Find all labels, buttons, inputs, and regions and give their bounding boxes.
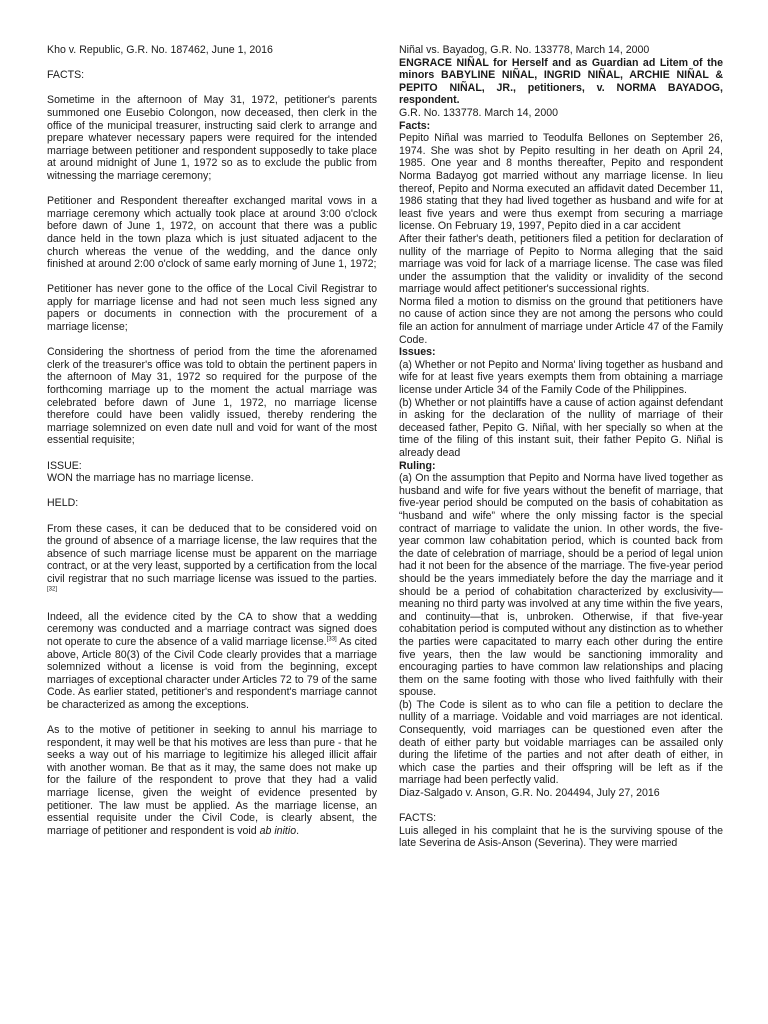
case-title-kho: Kho v. Republic, G.R. No. 187462, June 1, 2016 bbox=[47, 44, 273, 56]
case-caption: ENGRACE NIÑAL for Herself and as Guardian ad Litem of the minors BABYLINE NIÑAL, INGRID NIÑAL, ARCHIE NIÑAL & PEPITO NIÑAL, JR., petitioners, v. NORMA BAYADOG, respondent. bbox=[399, 56, 723, 107]
right-column bbox=[399, 44, 723, 850]
ninal-facts-1: Pepito Niñal was married to Teodulfa Bellones on September 26, 1974. She was shot by Pepito resulting in her death on April 24, 1985. One year and 8 months thereafter, Pepito and respondent Norma Badayog got married without any marriage license. In lieu thereof, Pepito and Norma executed an affidavit dated December 11, 1986 stating that they had lived together as husband and wife for at least five years and were thus exempt from securing a marriage license. On February 19, 1997, Pepito died in a car accident bbox=[399, 132, 723, 233]
issues-heading: Issues: bbox=[399, 346, 436, 359]
facts-paragraph-1: Sometime in the afternoon of May 31, 1972, petitioner's parents summoned one Eusebio Colongon, now deceased, then clerk in the office of the municipal treasurer, instructing said clerk to arrange and prepare whatever necessary papers were required for the intended marriage between petitioner and respondent supposedly to take place at around midnight of June 1, 1972 so as to exclude the public from witnessing the marriage ceremony; bbox=[47, 94, 377, 182]
footnote-ref-33: [33] bbox=[326, 636, 337, 643]
facts-paragraph-2: Petitioner and Respondent thereafter exchanged marital vows in a marriage ceremony which actually took place at around 3:00 o'clock before dawn of June 1, 1972, on account that there was a public dance held in the town plaza which is just situated adjacent to the church whereas the venue of the wedding, and the dance only finished at around 2:00 o'clock of same early morning of June 1, 1972; bbox=[47, 195, 377, 271]
facts-paragraph-3: Petitioner has never gone to the office of the Local Civil Registrar to apply for marriage license and had not seen much less signed any papers or documents in connection with the procurement of a marriage license; bbox=[47, 283, 377, 334]
latin-phrase: ab initio bbox=[259, 824, 297, 837]
footnote-ref-32: [32] bbox=[47, 586, 58, 592]
held-paragraph-2 bbox=[47, 611, 377, 712]
held-paragraph-3-end: . bbox=[296, 824, 300, 837]
ruling-b: (b) The Code is silent as to who can file a petition to declare the nullity of a marriage. Voidable and void marriages are not identical. Consequently, void marriages can be questioned even after the death of either party but voidable marriages can be assailed only during the lifetime of the parties and not after death of either, in which case the parties and their offspring will be left as if the marriage had been perfectly valid. bbox=[399, 698, 723, 787]
facts-heading-diaz: FACTS: bbox=[399, 812, 437, 825]
facts-heading: FACTS: bbox=[47, 69, 85, 82]
issue-text: WON the marriage has no marriage license. bbox=[47, 472, 254, 485]
ruling-heading: Ruling: bbox=[399, 459, 436, 472]
held-paragraph-3-text: As to the motive of petitioner in seeking to annul his marriage to respondent, it may well be that his motives are less than pure - that he seeks a way out of his marriage to legitimize his alleged illicit affair with another woman. Be that as it may, the same does not make up for the failure of the respondent to prove that they had a valid marriage license, given the weight of evidence presented by petitioner. The law must be applied. As the marriage license, an essential requisite under the Civil Code, is clearly absent, the marriage of petitioner and respondent is void bbox=[47, 724, 377, 837]
ninal-facts-2: After their father's death, petitioners filed a petition for declaration of nullity of the marriage of Pepito to Norma alleging that the said marriage was void for lack of a marriage license. The case was filed under the assumption that the validity or invalidity of the second marriage would affect petitioner's successional rights. bbox=[399, 232, 723, 296]
case-title-diaz-salgado: Diaz-Salgado v. Anson, G.R. No. 204494, July 27, 2016 bbox=[399, 787, 660, 800]
issue-heading: ISSUE: bbox=[47, 459, 82, 472]
diaz-facts-1: Luis alleged in his complaint that he is the surviving spouse of the late Severina de Asis-Anson (Severina). They were married bbox=[399, 824, 723, 850]
facts-heading-ninal: Facts: bbox=[399, 119, 431, 132]
ninal-facts-3: Norma filed a motion to dismiss on the ground that petitioners have no cause of action since they are not among the persons who could file an action for annulment of marriage under Article 47 of the Family Code. bbox=[399, 295, 723, 346]
held-paragraph-2-text-b: As cited above, Article 80(3) of the Civil Code clearly provides that a marriage solemnized without a license is void from the beginning, except marriages of exceptional character under Articles 72 to 79 of the same Code. As earlier stated, petitioner's and respondent's marriage cannot be characterized as among the exceptions. bbox=[47, 635, 378, 711]
held-paragraph-1-text: From these cases, it can be deduced that to be considered void on the ground of absence of a marriage license, the law requires that the absence of such marriage license must be apparent on the marriage contract, or at the very least, supported by a certification from the local civil registrar that no such marriage license was issued to the parties. bbox=[47, 522, 377, 585]
facts-paragraph-4: Considering the shortness of period from the time the aforenamed clerk of the treasurer's office was told to obtain the pertinent papers in the afternoon of May 31, 1972 so required for the purpose of the forthcoming marriage up to the moment the actual marriage was celebrated before dawn of June 1, 1972, no marriage license therefore could have been validly issued, thereby rendering the marriage solemnized on even date null and void for want of the most essential requisite; bbox=[47, 346, 377, 447]
gr-number: G.R. No. 133778. March 14, 2000 bbox=[399, 106, 558, 119]
issue-b: (b) Whether or not plaintiffs have a cause of action against defendant in asking for the declaration of the nullity of marriage of their deceased father, Pepito G. Niñal, with her specially so when at the time of the filing of this instant suit, their father Pepito G. Niñal is already dead bbox=[399, 396, 723, 459]
case-title-ninal: Niñal vs. Bayadog, G.R. No. 133778, March 14, 2000 bbox=[399, 44, 650, 56]
held-heading: HELD: bbox=[47, 497, 79, 510]
held-paragraph-2-text-a: Indeed, all the evidence cited by the CA to show that a wedding ceremony was conducted and a marriage contract was signed does not operate to cure the absence of a valid marriage license. bbox=[47, 610, 377, 648]
ruling-a: (a) On the assumption that Pepito and Norma have lived together as husband and wife for five years without the benefit of marriage, that five-year period should be computed on the basis of cohabitation as “husband and wife” where the only missing factor is the special contract of marriage to validate the union. In other words, the five-year common law cohabitation period, which is counted back from the date of celebration of marriage, should be a period of legal union had it not been for the absence of the marriage. The five-year period should be the years immediately before the day the marriage and it should be a period of cohabitation characterized by exclusivity—meaning no third party was involved at any time within the five years, and continuity—that is, unbroken. Otherwise, if that five-year cohabitation period is computed without any distinction as to whether the parties were capacitated to marry each other during the entire five years, then the law would be sanctioning immorality and encouraging parties to have common law relationships and placing them on the same footing with those who lived faithfully with their spouse. bbox=[399, 472, 723, 699]
left-column bbox=[47, 44, 377, 837]
issue-a: (a) Whether or not Pepito and Norma' living together as husband and wife for at least five years exempts them from obtaining a marriage license under Article 34 of the Family Code of the Philippines. bbox=[399, 358, 723, 397]
held-paragraph-1 bbox=[47, 523, 377, 599]
held-paragraph-3 bbox=[47, 724, 377, 837]
